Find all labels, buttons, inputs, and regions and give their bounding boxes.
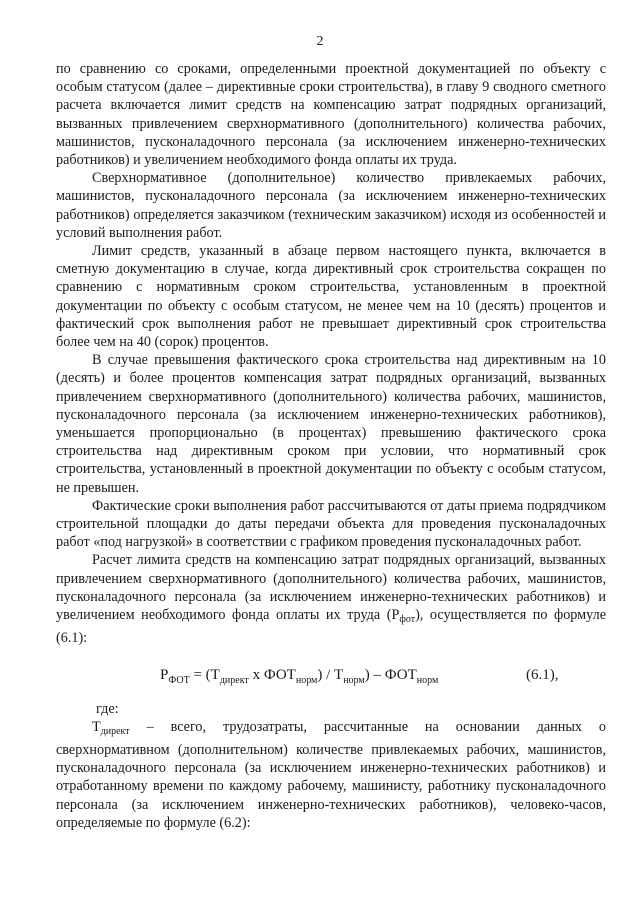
paragraph-6-text-a: Расчет лимита средств на компенсацию затрат подрядных организаций, вызванных привлечением сверхнормативного (дополнительного) количества рабочих, машинистов, пусконаладочного персонала (за исключением инженерно-технических работников) и увеличением необходимого фонда оплаты их труда (Р	[56, 552, 606, 624]
paragraph-2: Сверхнормативное (дополнительное) количество привлекаемых рабочих, машинистов, пусконаладочного персонала (за исключением инженерно-технических работников) определяется заказчиком (техническим заказчиком) исходя из особенностей и условий выполнения работ.	[56, 170, 606, 241]
paragraph-7	[56, 718, 606, 832]
formula-6-1	[56, 660, 606, 694]
term-t-direct-subscript: директ	[100, 725, 130, 737]
paragraph-6	[56, 551, 606, 647]
paragraph-5: Фактические сроки выполнения работ рассчитываются от даты приема подрядчиком строительной площадки до даты передачи объекта для проведения пусконаладочных работ «под нагрузкой» в соответствии с графиком проведения пусконаладочных работ.	[56, 497, 606, 551]
formula-number: (6.1),	[526, 666, 559, 683]
document-body	[56, 60, 606, 832]
paragraph-3: Лимит средств, указанный в абзаце первом настоящего пункта, включается в сметную документацию в случае, когда директивный срок строительства сокращен по сравнению с нормативным сроком строительства, установленным в проектной документации по объекту с особым статусом, не менее чем на 10 (десять) процентов и фактический срок выполнения работ не превышает директивный срок строительства более чем на 40 (сорок) процентов.	[56, 243, 606, 351]
paragraph-4: В случае превышения фактического срока строительства над директивным на 10 (десять) и более процентов компенсация затрат подрядных организаций, вызванных привлечением сверхнормативного (дополнительного) количества рабочих, машинистов, пусконаладочного персонала (за исключением инженерно-технических работников), уменьшается пропорционально (в процентах) превышению фактического срока строительства над директивным сроком при условии, что нормативный срок строительства, установленный в проектной документации по объекту с особым статусом, не превышен.	[56, 352, 606, 496]
paragraph-1: по сравнению со сроками, определенными проектной документацией по объекту с особым статусом (далее – директивные сроки строительства), в главу 9 сводного сметного расчета включается лимит средств на компенсацию затрат подрядных организаций, вызванных привлечением сверхнормативного (дополнительного) количества рабочих, машинистов, пусконаладочного персонала (за исключением инженерно-технических работников) и увеличением необходимого фонда оплаты их труда.	[56, 61, 606, 169]
paragraph-6-subscript: фот	[399, 614, 416, 626]
term-t-direct: Т	[92, 718, 101, 735]
paragraph-6-text-b: ), осуществляется по формуле (6.1):	[56, 607, 606, 647]
formula-expression: $Р_{ФОТ} = (Т_{директ}$ x $ФОТ_{норм}) / Т_{норм}) - ФОТ_{норм}$	[160, 666, 439, 686]
where-label: где:	[96, 700, 119, 717]
paragraph-7-text: – всего, трудозатраты, рассчитанные на основании данных о сверхнормативном (дополнительном) количестве привлекаемых рабочих, машинистов, пусконаладочного персонала (за исключением инженерно-технических работников) и отработанному времени по каждому рабочему, машинисту, работнику пусконаладочного персонала (за исключением инженерно-технических работников), человеко-часов, определяемые по формуле (6.2):	[56, 718, 606, 831]
page-number: 2	[316, 34, 324, 49]
